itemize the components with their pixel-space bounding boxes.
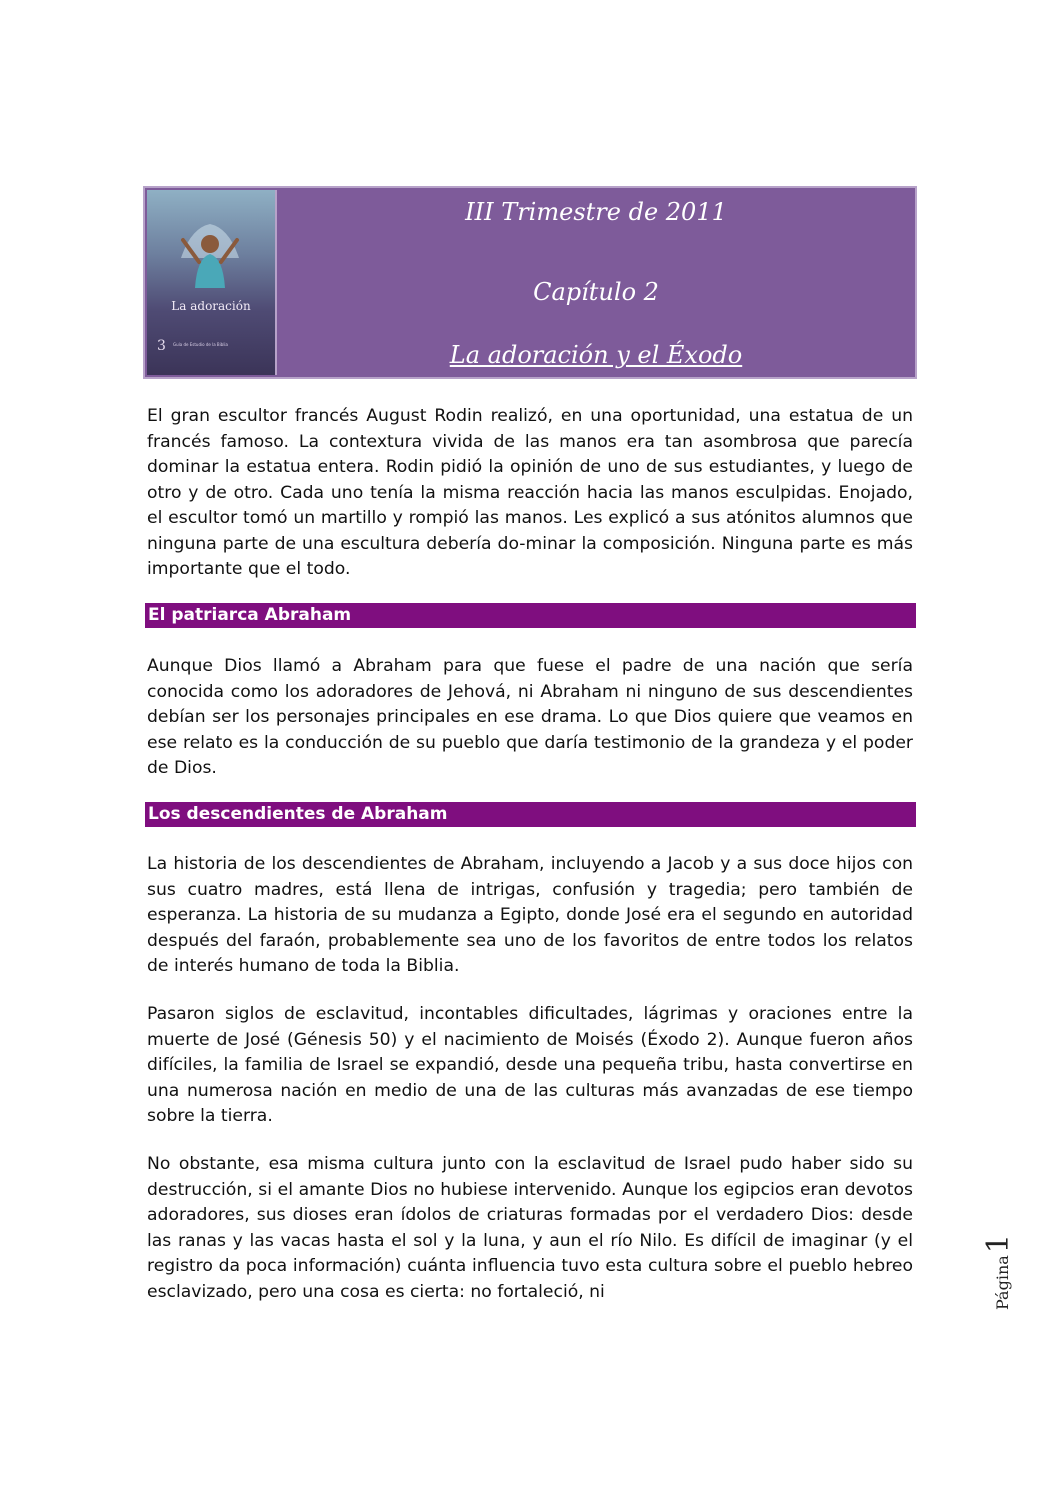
cover-title: La adoración (171, 299, 251, 313)
banner-text (277, 188, 915, 377)
cover-number: 3 (157, 338, 166, 354)
chapter-title: La adoración y el Éxodo (449, 341, 743, 369)
body-paragraph: Aunque Dios llamó a Abraham para que fuese el padre de una nación que sería conocida como los adoradores de Jehová, ni Abraham ni ninguno de sus descendientes debían ser los personajes principales en ese drama. Lo que Dios quiere que veamos en ese relato es la conducción de su pueblo que daría testimonio de la grandeza y el poder de Dios. (147, 656, 913, 778)
page-label: Página (993, 1255, 1012, 1310)
body-paragraph: Pasaron siglos de esclavitud, incontables dificultades, lágrimas y oraciones entre la muerte de José (Génesis 50) y el nacimiento de Moisés (Éxodo 2). Aunque fueron años difíciles, la familia de Israel se expandió, desde una pequeña tribu, hasta convertirse en una numerosa nación en medio de una de las culturas más avanzadas de ese tiempo sobre la tierra. (147, 1004, 913, 1126)
section-heading: El patriarca Abraham (145, 603, 916, 628)
cover-image (147, 190, 277, 375)
page-number (981, 1234, 1016, 1310)
intro-paragraph: El gran escultor francés August Rodin realizó, en una oportunidad, una estatua de un francés famoso. La contextura vivida de las manos era tan asombrosa que parecía dominar la estatua entera. Rodin pidió la opinión de uno de sus estudiantes, y luego de otro y de otro. Cada uno tenía la misma reacción hacia las manos esculpidas. Enojado, el escultor tomó un martillo y rompió las manos. Les explicó a sus atónitos alumnos que ninguna parte de una escultura debería do-minar la composición. Ninguna parte es más importante que el todo. (147, 406, 913, 579)
cover-subtitle: Guía de Estudio de la Biblia (173, 342, 228, 347)
chapter-number: Capítulo 2 (533, 278, 659, 306)
body-paragraph: No obstante, esa misma cultura junto con la esclavitud de Israel pudo haber sido su destrucción, si el amante Dios no hubiese intervenido. Aunque los egipcios eran devotos adoradores, sus dioses eran ídolos de criaturas formadas por el verdadero Dios: desde las ranas y las vacas hasta el sol y la luna, y aun el río Nilo. Es difícil de imaginar (y el registro da poca información) cuánta influencia tuvo esta cultura sobre el pueblo hebreo esclavizado, pero una cosa es cierta: no fortaleció, ni (147, 1154, 913, 1302)
section-heading: Los descendientes de Abraham (145, 802, 916, 827)
chapter-banner (143, 186, 917, 379)
worshipper-figure-icon (177, 218, 243, 288)
trimester-title: III Trimestre de 2011 (465, 198, 727, 226)
page-number-value: 1 (981, 1234, 1016, 1254)
body-paragraph: La historia de los descendientes de Abraham, incluyendo a Jacob y a sus doce hijos con sus cuatro madres, está llena de intrigas, confusión y tragedia; pero también de esperanza. La historia de su mudanza a Egipto, donde José era el segundo en autoridad después del faraón, probablemente sea uno de los favoritos de entre todos los relatos de interés humano de toda la Biblia. (147, 854, 913, 976)
